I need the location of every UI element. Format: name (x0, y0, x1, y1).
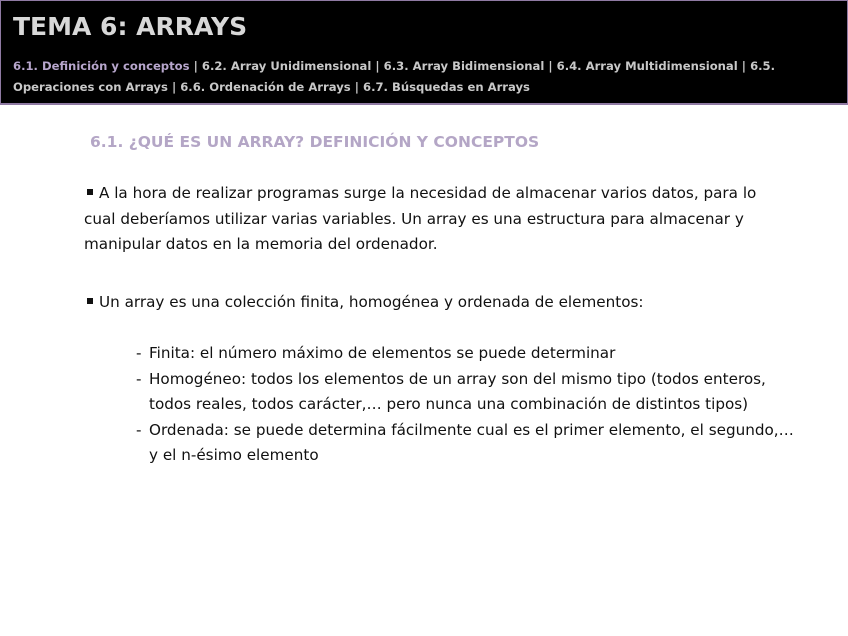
list-item-text: Homogéneo: todos los elementos de un array son del mismo tipo (todos enteros, todos reales, todos carácter,… pero nunca una combinación de distintos tipos) (149, 369, 766, 413)
nav-separator: | (193, 59, 198, 73)
nav-link-ordenacion[interactable]: 6.6. Ordenación de Arrays (180, 80, 351, 94)
square-bullet-icon (87, 298, 93, 304)
dash-marker: - (136, 344, 142, 362)
nav-link-operaciones[interactable]: 6.5. Operaciones con Arrays (13, 59, 776, 94)
nav-link-multidimensional[interactable]: 6.4. Array Multidimensional (556, 59, 738, 73)
nav-separator: | (354, 80, 359, 94)
nav-link-definicion[interactable]: 6.1. Definición y conceptos (13, 59, 190, 73)
bullet-paragraph (84, 181, 784, 258)
nav-link-bidimensional[interactable]: 6.3. Array Bidimensional (383, 59, 545, 73)
properties-list (136, 341, 796, 469)
list-item-text: Ordenada: se puede determina fácilmente cual es el primer elemento, el segundo,… y el n-ésimo elemento (149, 420, 794, 464)
list-item-text: Finita: el número máximo de elementos se puede determinar (149, 344, 616, 362)
nav-separator: | (375, 59, 380, 73)
slide-title: TEMA 6: ARRAYS (13, 12, 248, 41)
bullet-paragraph (84, 290, 784, 316)
topic-navigation (13, 56, 803, 98)
dash-marker: - (136, 369, 142, 388)
nav-separator: | (741, 59, 747, 73)
nav-separator: | (548, 59, 553, 73)
square-bullet-icon (87, 189, 93, 195)
list-item (136, 367, 796, 418)
header-bar (0, 0, 848, 105)
nav-link-busquedas[interactable]: 6.7. Búsquedas en Arrays (363, 80, 530, 94)
paragraph-text: Un array es una colección finita, homogénea y ordenada de elementos: (99, 293, 644, 311)
section-heading: 6.1. ¿QUÉ ES UN ARRAY? DEFINICIÓN Y CONCEPTOS (90, 133, 540, 151)
dash-marker: - (136, 420, 142, 439)
nav-link-unidimensional[interactable]: 6.2. Array Unidimensional (201, 59, 372, 73)
list-item (136, 341, 796, 367)
list-item (136, 418, 796, 469)
paragraph-text: A la hora de realizar programas surge la necesidad de almacenar varios datos, para lo cual deberíamos utilizar varias variables. Un array es una estructura para almacenar y manipular datos en la memoria del ordenador. (84, 184, 757, 253)
nav-separator: | (171, 80, 177, 94)
